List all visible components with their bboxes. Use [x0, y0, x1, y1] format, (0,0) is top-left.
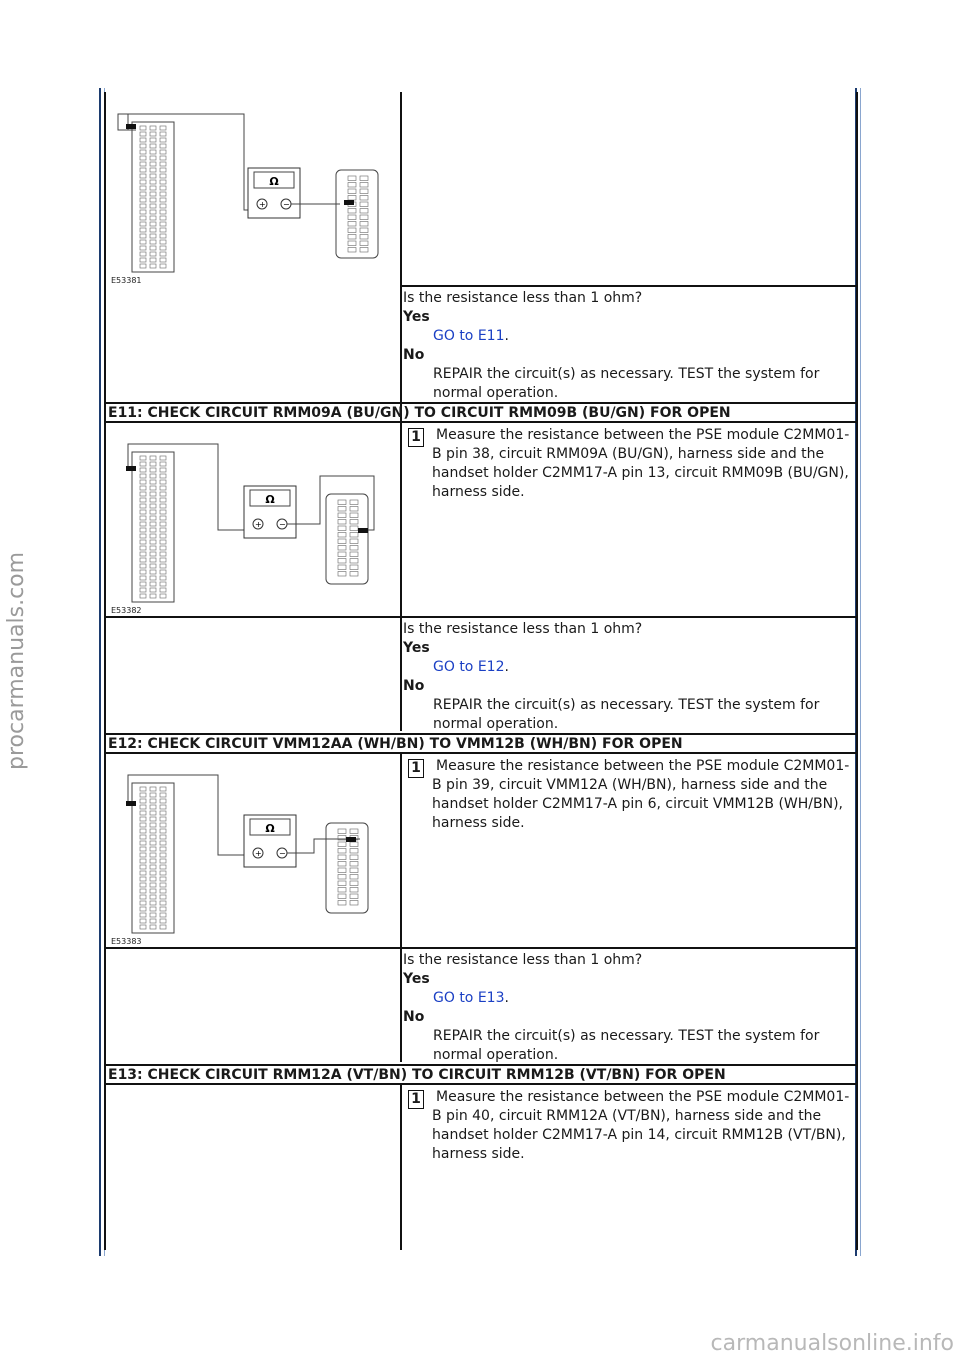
yes-label: Yes	[403, 640, 430, 656]
no-label: No	[403, 347, 425, 363]
wiring-figure	[108, 761, 398, 947]
wiring-figure	[108, 430, 398, 616]
column-divider	[400, 754, 402, 1062]
ohm-symbol: Ω	[269, 175, 279, 188]
bottom-watermark: carmanualsonline.info	[710, 1331, 954, 1356]
ohm-symbol: Ω	[265, 822, 275, 835]
figure-label: E53383	[111, 937, 142, 946]
test-step	[406, 426, 854, 502]
lead-wire	[118, 114, 256, 210]
question-text: Is the resistance less than 1 ohm?	[403, 952, 643, 968]
no-label: No	[403, 678, 425, 694]
row-divider	[400, 285, 856, 287]
svg-text:−: −	[279, 849, 286, 858]
row-divider	[106, 752, 856, 754]
result-question: Is the resistance less than 1 ohm? Yes GO to E12. No REPAIR the circuit(s) as necessary. TEST the system for normal operation.	[403, 620, 853, 734]
svg-text:−: −	[283, 200, 290, 209]
wiring-figure	[108, 100, 398, 286]
goto-link[interactable]: GO to E12	[433, 659, 505, 675]
side-watermark: procarmanuals.com	[4, 551, 29, 770]
column-divider	[400, 1085, 402, 1250]
row-divider	[106, 1083, 856, 1085]
step-heading: E12: CHECK CIRCUIT VMM12AA (WH/BN) TO VMM12B (WH/BN) FOR OPEN	[108, 736, 683, 752]
yes-label: Yes	[403, 971, 430, 987]
row-divider	[106, 947, 856, 949]
goto-link[interactable]: GO to E13	[433, 990, 505, 1006]
svg-text:+: +	[255, 849, 262, 858]
no-action-text: REPAIR the circuit(s) as necessary. TEST the system for normal operation.	[433, 697, 820, 732]
step-heading: E11: CHECK CIRCUIT RMM09A (BU/GN) TO CIRCUIT RMM09B (BU/GN) FOR OPEN	[108, 405, 731, 421]
result-question: Is the resistance less than 1 ohm? Yes GO to E11. No REPAIR the circuit(s) as necessary. TEST the system for normal operation.	[403, 289, 853, 403]
no-action-text: REPAIR the circuit(s) as necessary. TEST the system for normal operation.	[433, 1028, 820, 1063]
figure-label: E53381	[111, 276, 142, 285]
step-instruction: Measure the resistance between the PSE module C2MM01-B pin 39, circuit VMM12A (WH/BN), harness side and the handset holder C2MM17-A pin 6, circuit VMM12B (WH/BN), harness side.	[432, 758, 850, 831]
procedure-table	[104, 92, 858, 1250]
page-border-right-thin	[860, 88, 861, 1256]
row-divider	[106, 616, 856, 618]
module-connector	[132, 122, 174, 272]
handset-connector	[336, 170, 378, 258]
handset-connector	[326, 494, 368, 584]
test-step	[406, 1088, 854, 1164]
svg-text:+: +	[259, 200, 266, 209]
svg-text:−: −	[279, 520, 286, 529]
no-label: No	[403, 1009, 425, 1025]
result-question: Is the resistance less than 1 ohm? Yes GO to E13. No REPAIR the circuit(s) as necessary. TEST the system for normal operation.	[403, 951, 853, 1065]
figure-label: E53382	[111, 606, 142, 615]
step-heading: E13: CHECK CIRCUIT RMM12A (VT/BN) TO CIRCUIT RMM12B (VT/BN) FOR OPEN	[108, 1067, 726, 1083]
question-text: Is the resistance less than 1 ohm?	[403, 621, 643, 637]
wiring-diagram-svg	[108, 100, 398, 286]
handset-connector	[326, 823, 368, 913]
row-divider	[106, 421, 856, 423]
question-text: Is the resistance less than 1 ohm?	[403, 290, 643, 306]
probe-wire	[287, 476, 374, 530]
svg-text:+: +	[255, 520, 262, 529]
step-instruction: Measure the resistance between the PSE module C2MM01-B pin 40, circuit RMM12A (VT/BN), harness side and the handset holder C2MM17-A pin 14, circuit RMM12B (VT/BN), harness side.	[432, 1089, 850, 1162]
wiring-diagram-svg	[108, 430, 398, 616]
page-border-left	[99, 88, 101, 1256]
column-divider	[400, 423, 402, 731]
wiring-diagram-svg	[108, 761, 398, 947]
step-number: 1	[408, 428, 424, 447]
goto-link[interactable]: GO to E11	[433, 328, 505, 344]
step-number: 1	[408, 759, 424, 778]
ohm-symbol: Ω	[265, 493, 275, 506]
step-instruction: Measure the resistance between the PSE module C2MM01-B pin 38, circuit RMM09A (BU/GN), harness side and the handset holder C2MM17-A pin 13, circuit RMM09B (BU/GN), harness side.	[432, 427, 850, 500]
step-number: 1	[408, 1090, 424, 1109]
yes-label: Yes	[403, 309, 430, 325]
test-step	[406, 757, 854, 833]
no-action-text: REPAIR the circuit(s) as necessary. TEST the system for normal operation.	[433, 366, 820, 401]
